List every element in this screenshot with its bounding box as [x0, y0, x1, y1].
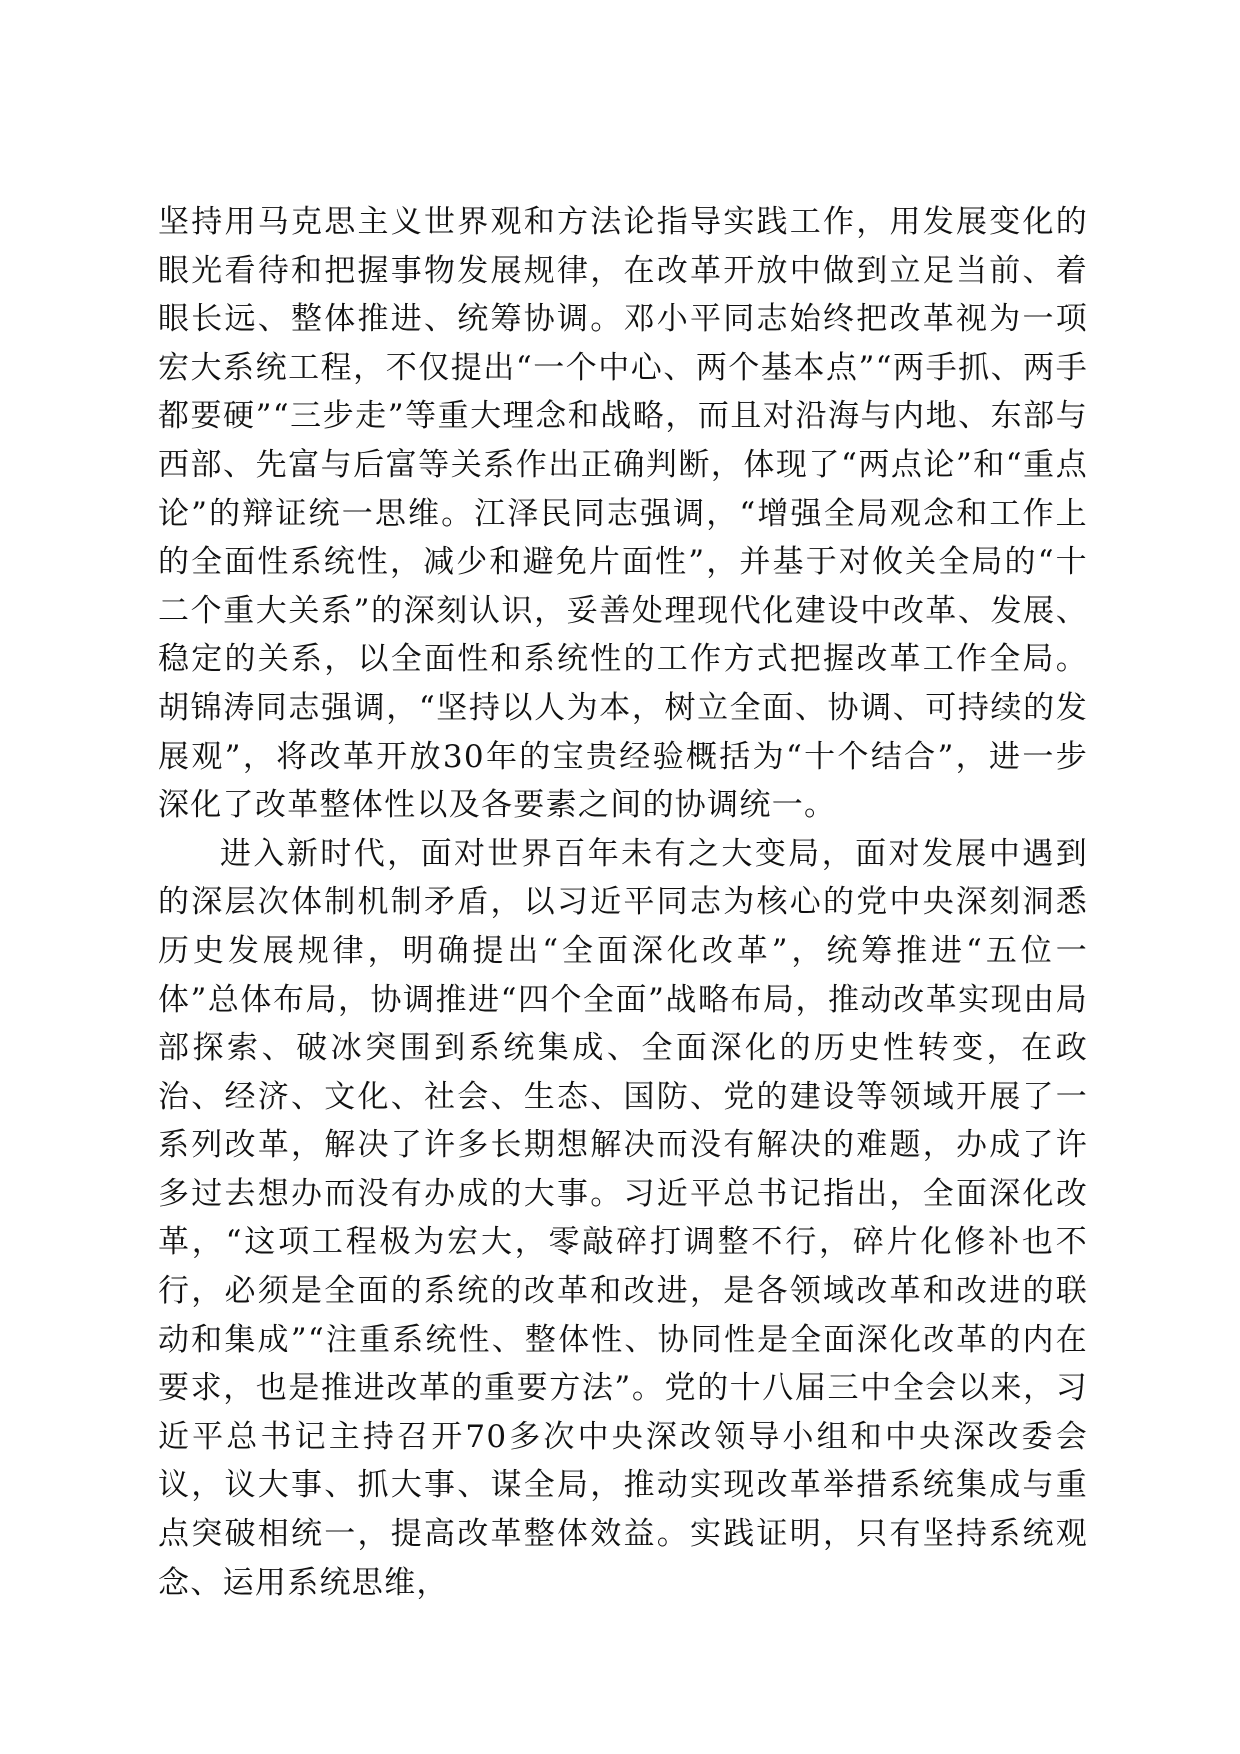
paragraph-new-era: 进入新时代，面对世界百年未有之大变局，面对发展中遇到的深层次体制机制矛盾，以习近平同志为核心的党中央深刻洞悉历史发展规律，明确提出“全面深化改革”，统筹推进“五位一体”总体布局，协调推进“四个全面”战略布局，推动改革实现由局部探索、破冰突围到系统集成、全面深化的历史性转变，在政治、经济、文化、社会、生态、国防、党的建设等领域开展了一系列改革，解决了许多长期想解决而没有解决的难题，办成了许多过去想办而没有办成的大事。习近平总书记指出，全面深化改革，“这项工程极为宏大，零敲碎打调整不行，碎片化修补也不行，必须是全面的系统的改革和改进，是各领域改革和改进的联动和集成”“注重系统性、整体性、协同性是全面深化改革的内在要求，也是推进改革的重要方法”。党的十八届三中全会以来，习近平总书记主持召开70多次中央深改领导小组和中央深改委会议，议大事、抓大事、谋全局，推动实现改革举措系统集成与重点突破相统一，提高改革整体效益。实践证明，只有坚持系统观念、运用系统思维， — [158, 835, 1088, 1601]
paragraph-continued: 坚持用马克思主义世界观和方法论指导实践工作，用发展变化的眼光看待和把握事物发展规律，在改革开放中做到立足当前、着眼长远、整体推进、统筹协调。邓小平同志始终把改革视为一项宏大系统工程，不仅提出“一个中心、两个基本点”“两手抓、两手都要硬”“三步走”等重大理念和战略，而且对沿海与内地、东部与西部、先富与后富等关系作出正确判断，体现了“两点论”和“重点论”的辩证统一思维。江泽民同志强调，“增强全局观念和工作上的全面性系统性，减少和避免片面性”，并基于对攸关全局的“十二个重大关系”的深刻认识，妥善处理现代化建设中改革、发展、稳定的关系，以全面性和系统性的工作方式把握改革工作全局。胡锦涛同志强调，“坚持以人为本，树立全面、协调、可持续的发展观”，将改革开放30年的宝贵经验概括为“十个结合”，进一步深化了改革整体性以及各要素之间的协调统一。 — [158, 204, 1088, 824]
document-body — [158, 198, 1088, 1607]
